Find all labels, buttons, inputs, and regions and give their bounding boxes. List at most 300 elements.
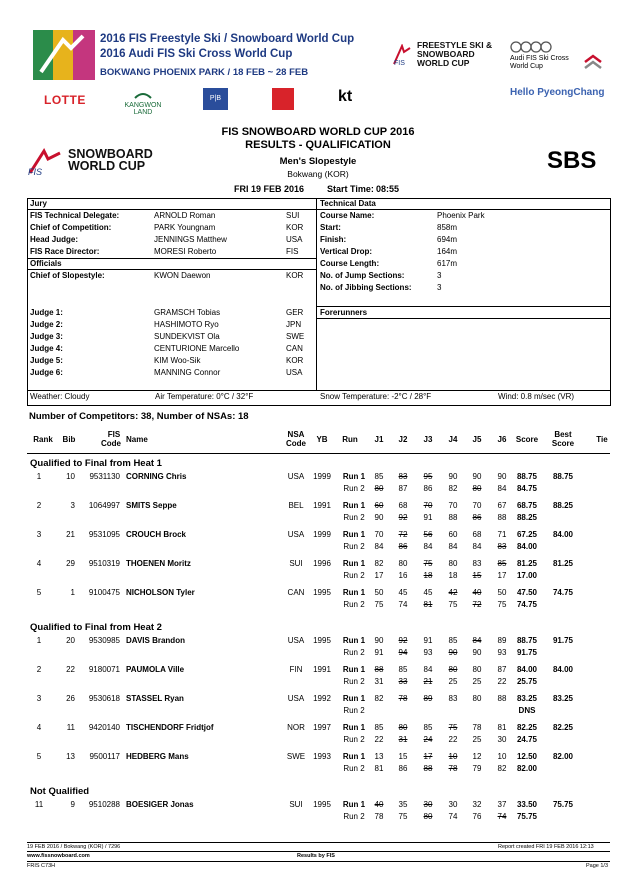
judge-score: 78 [374,812,384,821]
best-score: 74.75 [552,588,574,597]
jury-label: Jury [30,199,47,208]
snow-temperature: Snow Temperature: -2°C / 28°F [320,392,432,401]
jury-nation: KOR [286,223,304,232]
judge-score: 13 [374,752,384,761]
col-name: Name [126,435,148,444]
doc-subtitle: RESULTS - QUALIFICATION [245,139,391,151]
fis-icon [392,44,412,71]
bib: 26 [66,694,75,703]
rank: 4 [36,723,42,732]
run-label: Run 1 [342,800,366,809]
run-score: 47.50 [516,588,538,597]
run-score: 91.75 [516,648,538,657]
athlete-name: HEDBERG Mans [126,752,189,761]
run-score: 88.25 [516,513,538,522]
best-score: 75.75 [552,800,574,809]
judge-score: 80 [423,812,433,821]
judge-score: 56 [423,530,433,539]
run-label: Run 2 [343,735,365,744]
doc-title: FIS SNOWBOARD WORLD CUP 2016 [221,126,415,138]
judge-score: 80 [398,723,408,732]
rank: 3 [36,694,42,703]
jury-nation: SUI [286,211,300,220]
judge-name: HASHIMOTO Ryo [154,320,219,329]
athlete-name: TISCHENDORF Fridtjof [126,723,214,732]
judge-score: 70 [374,530,384,539]
judge-score: 89 [497,636,507,645]
col-rank: Rank [33,435,53,444]
tech-key: Finish: [320,235,347,244]
run-label: Run 1 [342,530,366,539]
footer-page: Page 1/3 [586,863,609,869]
run-label: Run 2 [343,648,365,657]
run-label: Run 1 [342,752,366,761]
judge-score: 60 [448,530,458,539]
nsa: NOR [287,723,305,732]
official-name: KWON Daewon [154,271,211,280]
run-score: 67.25 [516,530,538,539]
col-fis-code: Code [101,439,121,448]
judge-score: 91 [423,636,433,645]
judge-score: 87 [398,484,408,493]
jury-role: Chief of Competition: [30,223,112,232]
discipline-code: SBS [547,147,597,174]
judge-score: 75 [423,559,433,568]
run-label: Run 1 [342,636,366,645]
judge-score: 81 [374,764,384,773]
fis-code: 1064997 [88,501,120,510]
judge-score: 84 [374,542,384,551]
run-score: 82.00 [516,764,538,773]
judge-score: 22 [374,735,384,744]
judge-nation: SWE [286,332,305,341]
judge-score: 81 [497,723,507,732]
judge-score: 75 [374,600,384,609]
rank: 2 [36,501,42,510]
tech-key: No. of Jibbing Sections: [320,283,412,292]
col-bib: Bib [62,435,76,444]
judge-score: 84 [423,665,433,674]
judge-score: 37 [497,800,507,809]
athlete-name: CORNING Chris [126,472,187,481]
judge-score: 30 [448,800,458,809]
judge-score: 91 [374,648,384,657]
judge-score: 91 [423,513,433,522]
fis-code: 9530985 [88,636,120,645]
world-cup-logo-text: FREESTYLE SKI & SNOWBOARD WORLD CUP [417,40,493,68]
kangwon-leaf-icon [133,90,153,100]
year-born: 1999 [313,472,331,481]
official-role: Chief of Slopestyle: [30,271,105,280]
audi-text: Audi FIS Ski Cross World Cup [510,55,569,70]
fis-code: 9531095 [88,530,120,539]
tech-value: 3 [437,283,442,292]
jury-role: Head Judge: [30,235,79,244]
judge-role: Judge 1: [30,308,63,317]
jury-nation: USA [286,235,303,244]
run-label: Run 2 [343,812,365,821]
year-born: 1991 [313,665,331,674]
judge-score: 85 [448,636,458,645]
venue: Bokwang (KOR) [287,169,349,179]
judge-score: 21 [423,677,433,686]
judge-score: 50 [497,588,507,597]
judge-score: 80 [374,484,384,493]
bib: 10 [66,472,75,481]
bib: 13 [66,752,75,761]
judge-score: 18 [423,571,433,580]
judge-score: 76 [472,812,482,821]
jury-name: PARK Youngnam [154,223,216,232]
start-time: 08:55 [376,184,400,194]
judge-score: 84 [497,484,507,493]
judge-score: 70 [423,501,433,510]
judge-score: 45 [398,588,408,597]
sponsor-kangwon-label: KANGWON LAND [124,102,162,116]
judge-score: 12 [472,752,482,761]
athlete-name: SMITS Seppe [126,501,177,510]
year-born: 1995 [313,800,331,809]
event-name: Men's Slopestyle [279,156,357,167]
run-label: Run 1 [342,588,366,597]
col-j1: J1 [374,435,384,444]
athlete-name: THOENEN Moritz [126,559,191,568]
judge-score: 31 [398,735,408,744]
run-score: 68.75 [516,501,538,510]
rank: 1 [36,472,42,481]
tech-value: 617m [437,259,458,268]
fis-snowboard-icon [26,147,64,182]
fis-code: 9530618 [88,694,120,703]
bib: 3 [70,501,75,510]
judge-score: 84 [448,542,458,551]
judge-score: 80 [448,559,458,568]
judge-score: 79 [472,764,482,773]
forerunners-label: Forerunners [320,308,368,317]
best-score: 84.00 [552,530,574,539]
athlete-name: CROUCH Brock [126,530,187,539]
judge-score: 90 [448,648,458,657]
athlete-name: BOESIGER Jonas [126,800,194,809]
judge-score: 35 [398,800,408,809]
judge-role: Judge 6: [30,368,63,377]
col-nsa-code: Code [286,439,306,448]
judge-score: 90 [497,472,507,481]
best-score: 88.75 [552,472,574,481]
event-logo [33,30,95,80]
nsa: USA [287,530,305,539]
judge-score: 32 [472,800,482,809]
run-label: Run 2 [343,513,365,522]
judge-score: 89 [423,694,433,703]
judge-score: 75 [448,723,458,732]
rank: 4 [36,559,42,568]
judge-score: 85 [497,559,507,568]
run-score: 83.25 [516,694,538,703]
info-box [27,198,611,406]
judge-score: 70 [448,501,458,510]
year-born: 1993 [313,752,331,761]
judge-score: 24 [423,735,433,744]
group-title: Qualified to Final from Heat 1 [30,458,162,469]
col-best-score: Score [551,439,575,448]
judge-score: 75 [398,812,408,821]
judge-nation: GER [286,308,304,317]
judge-score: 70 [472,501,482,510]
col-best: Best [554,430,572,439]
banner-line1: 2016 FIS Freestyle Ski / Snowboard World Cup [100,33,355,45]
nsa: BEL [288,501,304,510]
wind: Wind: 0.8 m/sec (VR) [498,392,575,401]
tech-key: Vertical Drop: [320,247,373,256]
footer-results-by: Results by FIS [297,853,335,859]
run-label: Run 2 [343,677,365,686]
nsa: USA [287,694,305,703]
col-j5: J5 [472,435,482,444]
official-nation: KOR [286,271,304,280]
run-score: 84.00 [516,665,538,674]
jury-name: MORESI Roberto [154,247,217,256]
run-label: Run 1 [342,472,366,481]
run-score: 81.25 [516,559,538,568]
judge-score: 60 [374,501,384,510]
svg-text:FIS: FIS [394,60,405,66]
judge-score: 74 [497,812,507,821]
judge-role: Judge 5: [30,356,63,365]
kt-logo: kt [338,88,353,105]
judge-name: MANNING Connor [154,368,221,377]
judge-nation: CAN [286,344,303,353]
best-score: 82.25 [552,723,574,732]
year-born: 1996 [313,559,331,568]
judge-score: 18 [448,571,458,580]
judge-score: 95 [423,472,433,481]
judge-score: 90 [448,472,458,481]
judge-score: 30 [423,800,433,809]
footer-code: FRIS C73H [27,863,56,869]
sponsor-hello-pyeongchang [510,87,604,98]
judge-role: Judge 2: [30,320,63,329]
officials-label: Officials [30,259,62,268]
best-score: 91.75 [552,636,574,645]
judge-score: 83 [472,559,482,568]
tech-key: Course Name: [320,211,375,220]
best-score: 84.00 [552,665,574,674]
run-score: 88.75 [516,636,538,645]
fis-code: 9100475 [88,588,120,597]
year-born: 1992 [313,694,331,703]
jury-name: ARNOLD Roman [154,211,216,220]
judge-nation: KOR [286,356,304,365]
judge-score: 92 [398,636,408,645]
bib: 29 [66,559,75,568]
run-score: 88.75 [516,472,538,481]
run-score: 12.50 [516,752,538,761]
sponsor-square-icon: P|B [203,88,228,110]
judge-score: 30 [497,735,507,744]
judge-score: 78 [398,694,408,703]
arrow-logo-icon [583,54,603,75]
fis-code: 9180071 [88,665,120,674]
col-j4: J4 [448,435,458,444]
nsa: SUI [289,559,303,568]
judge-score: 68 [398,501,408,510]
judge-score: 80 [472,665,482,674]
athlete-name: STASSEL Ryan [126,694,184,703]
judge-score: 74 [448,812,458,821]
judge-score: 72 [398,530,408,539]
weather: Weather: Cloudy [30,392,90,401]
judge-nation: USA [286,368,303,377]
judge-score: 94 [398,648,408,657]
judge-score: 88 [374,665,384,674]
tech-value: 858m [437,223,458,232]
col-run: Run [342,435,358,444]
bib: 22 [66,665,75,674]
tech-key: Course Length: [320,259,380,268]
judge-score: 45 [423,588,433,597]
col-nsa: NSA [287,430,305,439]
rank: 3 [36,530,42,539]
col-j3: J3 [423,435,433,444]
judge-score: 85 [374,723,384,732]
bib: 11 [66,723,75,732]
judge-score: 31 [374,677,384,686]
tech-key: Start: [320,223,341,232]
run-score: 24.75 [516,735,538,744]
group-title: Not Qualified [30,786,90,797]
fis-code: 9420140 [88,723,120,732]
judge-score: 25 [448,677,458,686]
fis-code: 9500117 [89,752,120,761]
judge-score: 86 [423,484,433,493]
judge-score: 17 [423,752,433,761]
run-score: 17.00 [516,571,538,580]
judge-score: 82 [497,764,507,773]
judge-score: 80 [448,665,458,674]
athlete-name: NICHOLSON Tyler [126,588,195,597]
judge-score: 85 [398,665,408,674]
run-label: Run 1 [342,559,366,568]
judge-score: 80 [472,694,482,703]
judge-score: 75 [448,600,458,609]
sponsor-hello-label: Hello PyeongChang [510,87,605,98]
svg-text:FIS: FIS [28,167,43,177]
run-score: 84.00 [516,542,538,551]
jury-name: JENNINGS Matthew [154,235,227,244]
judge-score: 85 [374,472,384,481]
judge-score: 88 [423,764,433,773]
judge-score: 78 [448,764,458,773]
tech-value: 694m [437,235,458,244]
judge-score: 93 [423,648,433,657]
snowboard-world-cup-logo: SNOWBOARD WORLD CUP [68,147,153,173]
judge-name: SUNDEKVIST Ola [154,332,220,341]
judge-score: 40 [374,800,384,809]
judge-score: 93 [497,648,507,657]
col-j6: J6 [497,435,507,444]
judge-score: 90 [374,636,384,645]
rank: 11 [34,800,44,809]
fis-code: 9531130 [89,472,120,481]
judge-score: 83 [448,694,458,703]
footer-website[interactable]: www.fissnowboard.com [27,853,90,859]
nsa: USA [287,472,305,481]
run-label: Run 1 [342,694,366,703]
judge-score: 92 [398,513,408,522]
nsa: FIN [289,665,303,674]
judge-score: 33 [398,677,408,686]
best-score: 82.00 [552,752,574,761]
judge-score: 15 [472,571,482,580]
judge-nation: JPN [286,320,302,329]
fis-code: 9510319 [88,559,120,568]
judge-score: 88 [497,694,507,703]
year-born: 1995 [313,636,331,645]
judge-score: 74 [398,600,408,609]
judge-score: 84 [423,542,433,551]
jury-role: FIS Race Director: [30,247,100,256]
competitor-summary: Number of Competitors: 38, Number of NSAs: 18 [29,411,249,422]
judge-score: 85 [423,723,433,732]
banner-line3: BOKWANG PHOENIX PARK / 18 FEB ~ 28 FEB [100,67,309,78]
col-yb: YB [316,435,328,444]
judge-score: 67 [497,501,507,510]
technical-label: Technical Data [320,199,376,208]
sponsor-lotte: LOTTE [44,93,86,107]
judge-role: Judge 3: [30,332,63,341]
jury-nation: FIS [286,247,299,256]
tech-value: 164m [437,247,458,256]
judge-score: 86 [398,764,408,773]
judge-score: 17 [374,571,384,580]
judge-name: KIM Woo-Sik [154,356,201,365]
nsa: SWE [286,752,306,761]
judge-score: 90 [472,648,482,657]
judge-score: 83 [398,472,408,481]
judge-role: Judge 4: [30,344,63,353]
judge-score: 16 [398,571,408,580]
judge-score: 88 [448,513,458,522]
run-label: Run 1 [342,665,366,674]
judge-score: 17 [497,571,507,580]
run-label: Run 2 [343,571,365,580]
tech-value: 3 [437,271,442,280]
judge-score: 90 [472,472,482,481]
bib: 21 [66,530,75,539]
judge-score: 80 [472,484,482,493]
judge-score: 25 [472,677,482,686]
judge-score: 15 [398,752,408,761]
year-born: 1997 [313,723,331,732]
judge-score: 22 [497,677,507,686]
judge-score: 10 [448,752,458,761]
rank: 5 [36,752,42,761]
run-score: 75.75 [516,812,538,821]
judge-score: 88 [497,513,507,522]
judge-score: 83 [497,542,507,551]
run-score: 82.25 [516,723,538,732]
north-face-icon [272,88,294,110]
year-born: 1999 [313,530,331,539]
bib: 20 [66,636,75,645]
run-score: 74.75 [516,600,538,609]
tech-value: Phoenix Park [437,211,485,220]
judge-score: 25 [472,735,482,744]
judge-name: GRAMSCH Tobias [154,308,221,317]
col-tie: Tie [596,435,608,444]
run-label: Run 2 [343,764,365,773]
